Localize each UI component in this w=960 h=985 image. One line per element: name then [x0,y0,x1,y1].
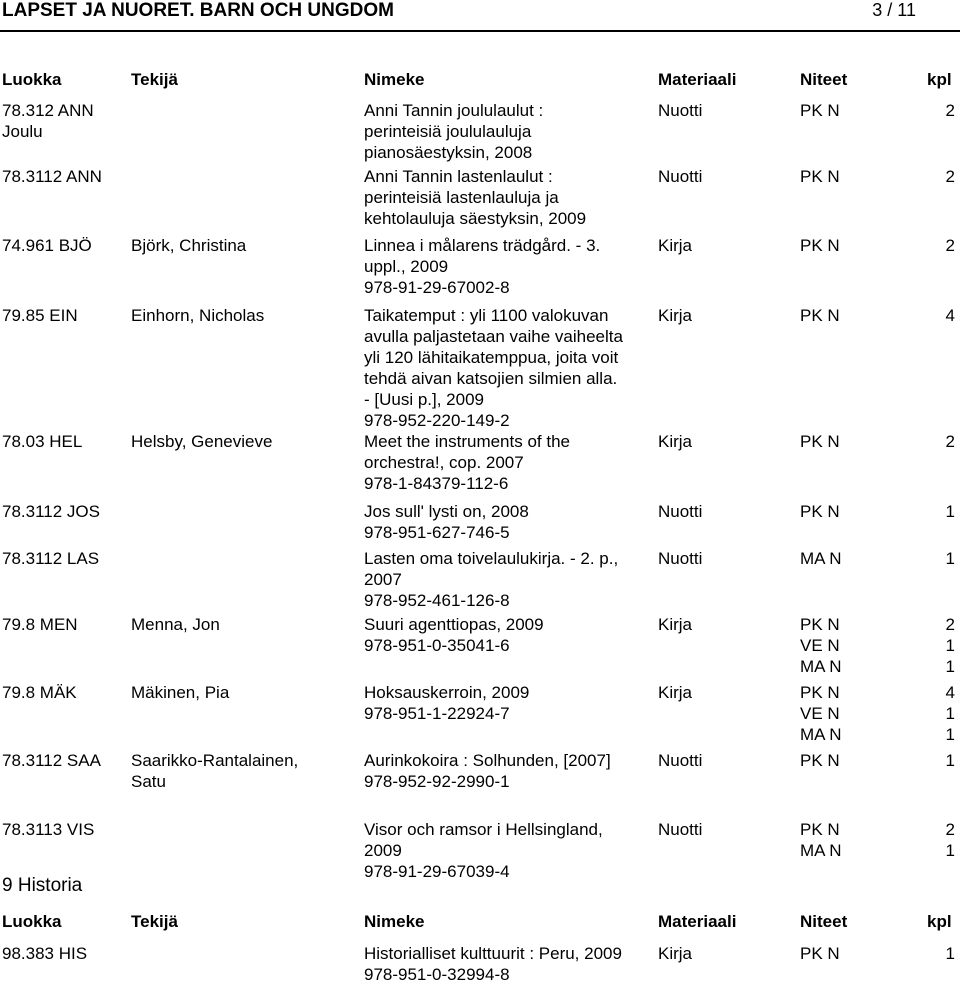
call-number: 98.383 HIS [2,944,88,963]
location-code: VE N [800,636,840,655]
column-header-holdings: Niteet [800,912,848,931]
location-code: MA N [800,725,842,744]
title: Suuri agenttiopas, 2009 978-951-0-35041-6 [364,615,544,655]
holdings-list [800,166,955,187]
author: Helsby, Genevieve [131,432,273,451]
location-code: PK N [800,502,840,521]
title: Visor och ramsor i Hellsingland, 2009 978-91-29-67039-4 [364,820,603,881]
title: Taikatemput : yli 1100 valokuvan avulla paljastetaan vaihe vaiheelta yli 120 lähitaikatemppua, joita voit tehdä aivan katsojien silmien alla. - [Uusi p.], 2009 978-952-220-149-2 [364,306,623,430]
holding-line [800,703,955,724]
column-header-material: Materiaali [658,70,737,89]
holdings-list [800,235,955,256]
holdings-list [800,431,955,452]
title: Meet the instruments of the orchestra!, cop. 2007 978-1-84379-112-6 [364,432,570,493]
copy-count: 2 [945,432,955,451]
copy-count: 1 [945,549,955,568]
column-header-material: Materiaali [658,912,737,931]
location-code: PK N [800,683,840,702]
call-number: 74.961 BJÖ [2,236,92,255]
holding-line [800,635,955,656]
material-type: Kirja [658,615,693,634]
call-number: 78.3112 SAA [2,751,101,770]
location-code: MA N [800,657,842,676]
author: Saarikko-Rantalainen, Satu [131,751,299,791]
holding-line [800,750,955,771]
material-type: Kirja [658,432,693,451]
holding-line [800,305,955,326]
holdings-list [800,501,955,522]
column-header-count: kpl [927,70,952,89]
column-header-class: Luokka [2,912,62,931]
copy-count: 2 [945,236,955,255]
holding-line [800,431,955,452]
column-header-title: Nimeke [364,912,425,931]
holding-line [800,614,955,635]
column-header-author: Tekijä [131,912,178,931]
material-type: Kirja [658,236,693,255]
author: Mäkinen, Pia [131,683,230,702]
call-number: 78.3112 LAS [2,549,100,568]
column-header-count: kpl [927,912,952,931]
title: Anni Tannin lastenlaulut : perinteisiä lastenlauluja ja kehtolauluja säestyksin, 2009 [364,167,587,228]
page-counter: 3 / 11 [872,0,916,20]
location-code: PK N [800,751,840,770]
holding-line [800,548,955,569]
holdings-list [800,305,955,326]
title: Jos sull' lysti on, 2008 978-951-627-746-5 [364,502,529,542]
section-title: 9 Historia [2,875,83,896]
copy-count: 2 [945,101,955,120]
author: Einhorn, Nicholas [131,306,265,325]
call-number: 79.8 MÄK [2,683,77,702]
call-number: 78.3112 JOS [2,502,100,521]
location-code: PK N [800,236,840,255]
location-code: PK N [800,101,840,120]
material-type: Kirja [658,306,693,325]
material-type: Nuotti [658,751,703,770]
location-code: MA N [800,841,842,860]
call-number: 78.3112 ANN [2,167,102,186]
copy-count: 1 [945,725,955,744]
call-number: 79.85 EIN [2,306,78,325]
call-number: 79.8 MEN [2,615,78,634]
copy-count: 4 [945,306,955,325]
location-code: PK N [800,944,840,963]
copy-count: 2 [945,167,955,186]
copy-count: 1 [945,751,955,770]
copy-count: 2 [945,820,955,839]
holding-line [800,682,955,703]
column-header-author: Tekijä [131,70,178,89]
header-divider [0,30,960,32]
holding-line [800,840,955,861]
column-header-title: Nimeke [364,70,425,89]
author: Björk, Christina [131,236,247,255]
material-type: Kirja [658,683,693,702]
holding-line [800,100,955,121]
holdings-list [800,548,955,569]
title: Aurinkokoira : Solhunden, [2007] 978-952-92-2990-1 [364,751,611,791]
title: Hoksauskerroin, 2009 978-951-1-22924-7 [364,683,530,723]
location-code: MA N [800,549,842,568]
location-code: PK N [800,167,840,186]
holdings-list [800,750,955,771]
holding-line [800,943,955,964]
holdings-list [800,100,955,121]
column-header-class: Luokka [2,70,62,89]
column-header-holdings: Niteet [800,70,848,89]
location-code: PK N [800,432,840,451]
holdings-list [800,819,955,861]
material-type: Nuotti [658,820,703,839]
holding-line [800,166,955,187]
call-number: 78.03 HEL [2,432,83,451]
material-type: Nuotti [658,101,703,120]
holding-line [800,656,955,677]
copy-count: 1 [945,704,955,723]
holdings-list [800,614,955,677]
holdings-list [800,943,955,964]
location-code: PK N [800,615,840,634]
author: Menna, Jon [131,615,220,634]
material-type: Kirja [658,944,693,963]
holding-line [800,501,955,522]
copy-count: 1 [945,657,955,676]
call-number: 78.312 ANN Joulu [2,101,94,141]
copy-count: 1 [945,944,955,963]
title: Historialliset kulttuurit : Peru, 2009 978-951-0-32994-8 [364,944,622,984]
material-type: Nuotti [658,167,703,186]
location-code: VE N [800,704,840,723]
holdings-list [800,682,955,745]
location-code: PK N [800,820,840,839]
call-number: 78.3113 VIS [2,820,95,839]
title: Anni Tannin joululaulut : perinteisiä joululauluja pianosäestyksin, 2008 [364,101,544,162]
page-title: LAPSET JA NUORET. BARN OCH UNGDOM [2,0,394,21]
location-code: PK N [800,306,840,325]
copy-count: 1 [945,502,955,521]
copy-count: 1 [945,841,955,860]
title: Linnea i målarens trädgård. - 3. uppl., 2009 978-91-29-67002-8 [364,236,601,297]
copy-count: 1 [945,636,955,655]
copy-count: 4 [945,683,955,702]
holding-line [800,724,955,745]
material-type: Nuotti [658,549,703,568]
copy-count: 2 [945,615,955,634]
holding-line [800,235,955,256]
holding-line [800,819,955,840]
title: Lasten oma toivelaulukirja. - 2. p., 2007 978-952-461-126-8 [364,549,619,610]
material-type: Nuotti [658,502,703,521]
